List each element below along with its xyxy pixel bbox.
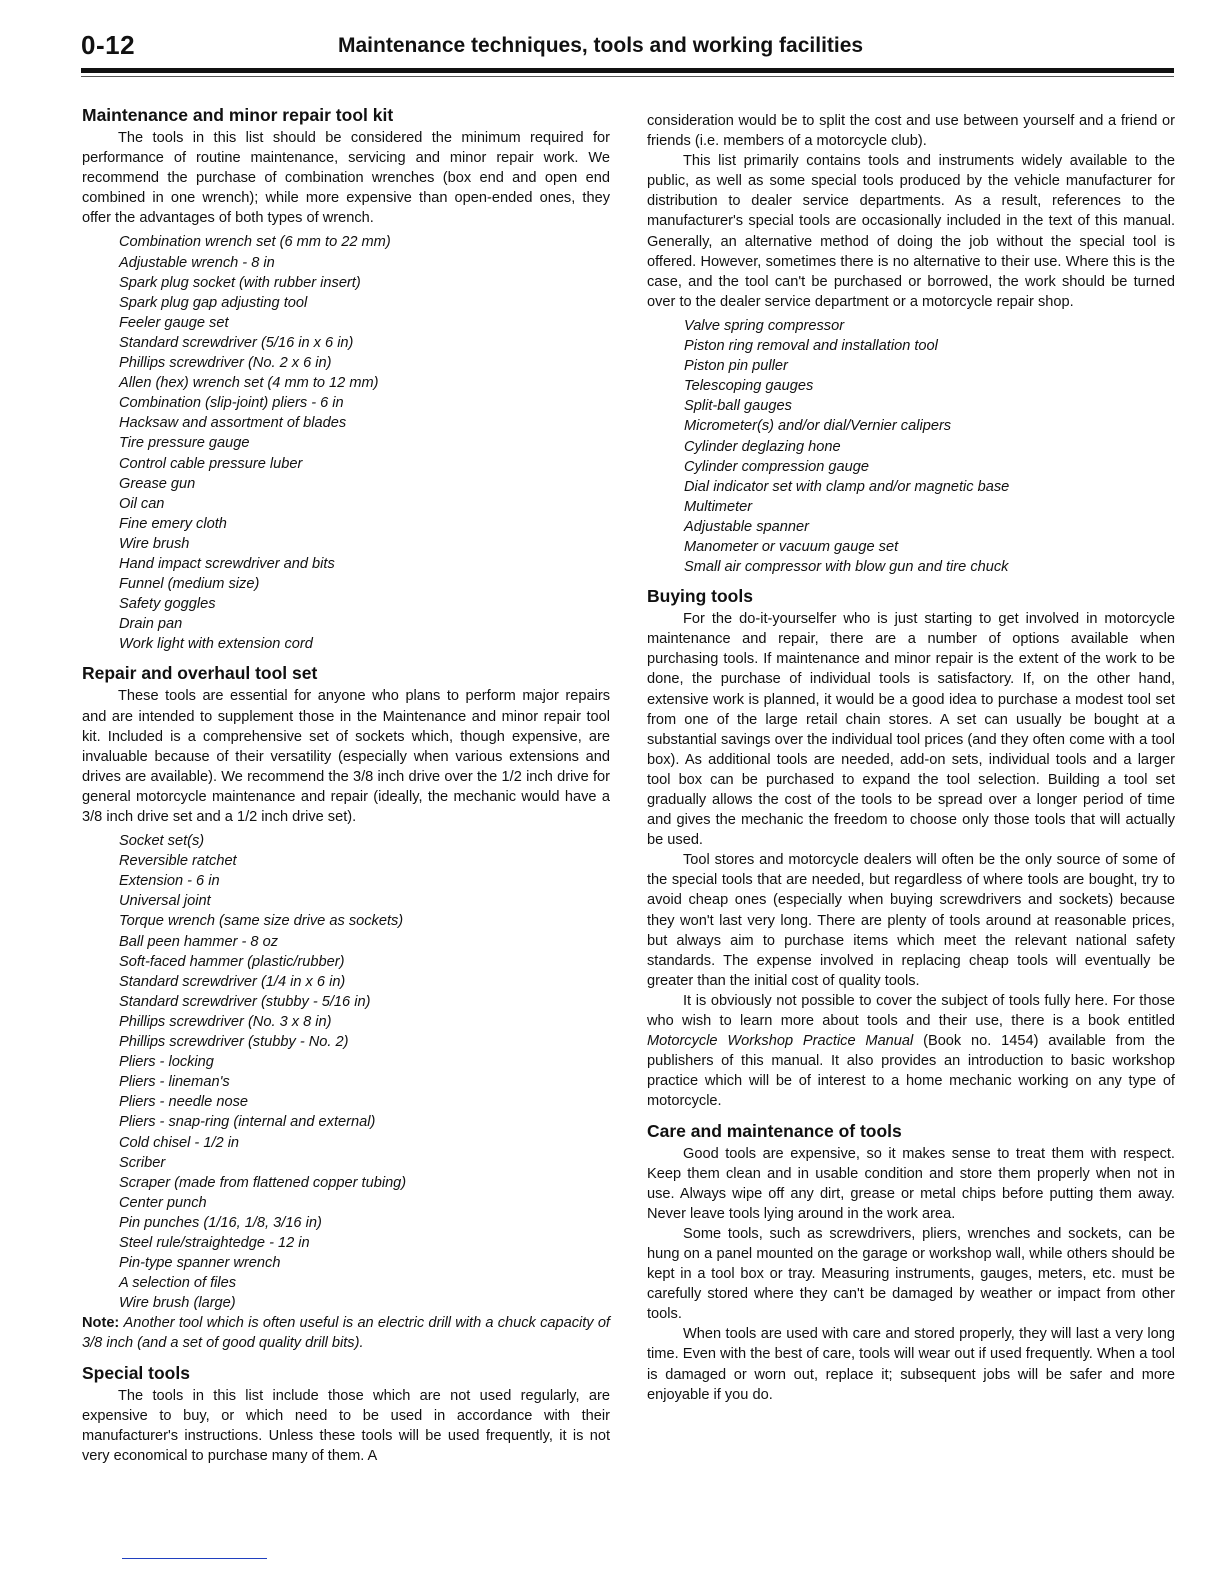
maintenance-section xyxy=(82,104,610,654)
buying-paragraph-3 xyxy=(647,991,1175,1112)
tool-list-item: Work light with extension cord xyxy=(119,636,313,653)
care-paragraph-1: Good tools are expensive, so it makes sense to treat them with respect. Keep them clean and in usable condition and store them properly when not in use. Always wipe off any dirt, grease or metal chips before putting them away. Never leave tools lying around in the work area. xyxy=(647,1145,1175,1222)
maintenance-intro: The tools in this list should be considered the minimum required for performance of routine maintenance, servicing and minor repair work. We recommend the purchase of combination wrenches (box end and open end combined in one wrench); while more expensive than open-ended ones, they offer the advantages of both types of wrench. xyxy=(82,130,610,227)
special-intro: The tools in this list include those which are not used regularly, are expensive to buy, or which need to be used in accordance with their manufacturer's instructions. Unless these tools will be used frequently, it is not very economical to purchase many of them. A xyxy=(82,1387,610,1464)
tool-list-item: Allen (hex) wrench set (4 mm to 12 mm) xyxy=(119,375,379,392)
tool-list-item: Center punch xyxy=(119,1194,207,1211)
tool-list-item: Phillips screwdriver (No. 2 x 6 in) xyxy=(119,355,332,372)
tool-list-item: Reversible ratchet xyxy=(119,853,237,870)
page-number: 0-12 xyxy=(81,30,136,60)
tool-list-item: Hacksaw and assortment of blades xyxy=(119,415,347,432)
repair-tool-list xyxy=(82,831,610,1313)
tool-list-item: Steel rule/straightedge - 12 in xyxy=(119,1234,310,1251)
tool-list-item: Adjustable wrench - 8 in xyxy=(119,254,275,271)
tool-list-item: Feeler gauge set xyxy=(119,314,229,331)
buying-section xyxy=(647,585,1175,1111)
tool-list-item: Piston ring removal and installation tool xyxy=(684,338,938,355)
tool-list-item: Socket set(s) xyxy=(119,833,205,850)
special-tool-list xyxy=(647,316,1175,577)
tool-list-item: Spark plug gap adjusting tool xyxy=(119,294,308,311)
tool-list-item: Pliers - needle nose xyxy=(119,1094,248,1111)
tool-list-item: Multimeter xyxy=(684,498,753,515)
buying-p3-end: (Book no. 1454) available from the publishers of this manual. It also provides an introduction to basic workshop practice which will be of interest to a home mechanic working on any type of motorcycle. xyxy=(647,1033,1175,1110)
care-heading: Care and maintenance of tools xyxy=(647,1120,902,1141)
tool-list-item: Spark plug socket (with rubber insert) xyxy=(119,274,361,291)
maintenance-heading: Maintenance and minor repair tool kit xyxy=(82,105,394,125)
care-paragraph-2: Some tools, such as screwdrivers, pliers, wrenches and sockets, can be hung on a panel mounted on the garage or workshop wall, while others should be kept in a tool box or tray. Measuring instruments, gauges, meters, etc. must be carefully stored where they can't be damaged by weather or impact from other tools. xyxy=(647,1225,1175,1323)
buying-heading: Buying tools xyxy=(647,586,753,607)
tool-list-item: Adjustable spanner xyxy=(684,518,809,535)
tool-list-item: Extension - 6 in xyxy=(119,873,220,890)
tool-list-item: Hand impact screwdriver and bits xyxy=(119,555,335,572)
tool-list-item: Scraper (made from flattened copper tubing) xyxy=(119,1174,407,1191)
tool-list-item: Ball peen hammer - 8 oz xyxy=(119,933,278,950)
tool-list-item: Standard screwdriver (5/16 in x 6 in) xyxy=(119,334,354,351)
tool-list-item: A selection of files xyxy=(119,1275,237,1292)
buying-p3-start: It is obviously not possible to cover the subject of tools fully here. For those who wish to learn more about tools and their use, there is a book entitled xyxy=(647,992,1175,1030)
tool-list-item: Grease gun xyxy=(119,475,196,492)
book-title: Motorcycle Workshop Practice Manual xyxy=(647,1033,914,1050)
tool-list-item: Valve spring compressor xyxy=(684,317,845,334)
footer-rule xyxy=(122,1558,267,1559)
tool-list-item: Pliers - locking xyxy=(119,1054,214,1071)
header-rule-thin xyxy=(81,76,1174,77)
header-rule-thick xyxy=(81,68,1174,73)
repair-heading: Repair and overhaul tool set xyxy=(82,663,318,684)
tool-list-item: Manometer or vacuum gauge set xyxy=(684,538,899,555)
tool-list-item: Pliers - snap-ring (internal and external) xyxy=(119,1114,376,1131)
tool-list-item: Fine emery cloth xyxy=(119,515,227,532)
tool-list-item: Phillips screwdriver (stubby - No. 2) xyxy=(119,1034,349,1051)
tool-list-item: Phillips screwdriver (No. 3 x 8 in) xyxy=(119,1013,332,1030)
tool-list-item: Wire brush xyxy=(119,535,190,552)
tool-list-item: Standard screwdriver (1/4 in x 6 in) xyxy=(119,973,346,990)
tool-list-item: Pin-type spanner wrench xyxy=(119,1255,281,1272)
tool-list-item: Telescoping gauges xyxy=(684,378,814,395)
tool-list-item: Piston pin puller xyxy=(684,358,788,375)
buying-paragraph-1: For the do-it-yourselfer who is just starting to get involved in motorcycle maintenance and repair, there are a number of options available when purchasing tools. If maintenance and minor repair is the extent of the work to be done, the purchase of individual tools is satisfactory. If, on the other hand, extensive work is planned, it would be a good idea to purchase a modest tool set from one of the large retail chain stores. A set can usually be bought at a substantial savings over the individual tool prices (and they often come with a tool box). As additional tools are needed, add-on sets, individual tools and a larger tool box can be purchased to expand the tool selection. Building a tool set gradually allows the cost of the tools to be spread over a longer period of time and gives the mechanic the freedom to choose only those tools that will actually be used. xyxy=(647,611,1175,849)
care-section xyxy=(647,1120,1175,1405)
running-title: Maintenance techniques, tools and working facilities xyxy=(338,34,864,57)
tool-list-item: Torque wrench (same size drive as sockets) xyxy=(119,913,404,930)
care-paragraph-3: When tools are used with care and stored properly, they will last a very long time. Even with the best of care, tools will wear out if used frequently. When a tool is damaged or worn out, replace it; subsequent jobs will be safer and more enjoyable if you do. xyxy=(647,1326,1175,1403)
tool-list-item: Oil can xyxy=(119,495,165,512)
tool-list-item: Drain pan xyxy=(119,616,183,633)
note-text: Another tool which is often useful is an electric drill with a chuck capacity of 3/8 inch (and a set of good quality drill bits). xyxy=(82,1315,610,1352)
special-continued: consideration would be to split the cost and use between yourself and a friend or friends (i.e. members of a motorcycle club). xyxy=(647,113,1175,150)
tool-list-item: Control cable pressure luber xyxy=(119,455,303,472)
tool-list-item: Standard screwdriver (stubby - 5/16 in) xyxy=(119,993,371,1010)
special-section xyxy=(82,1362,610,1466)
tool-list-item: Small air compressor with blow gun and tire chuck xyxy=(684,559,1009,576)
repair-intro: These tools are essential for anyone who plans to perform major repairs and are intended to supplement those in the Maintenance and minor repair tool kit. Included is a comprehensive set of sockets which, though expensive, are invaluable because of their versatility (especially when various extensions and drives are available). We recommend the 3/8 inch drive over the 1/2 inch drive for general motorcycle maintenance and repair (ideally, the mechanic would have a 3/8 inch drive set and a 1/2 inch drive set). xyxy=(82,688,610,825)
tool-list-item: Safety goggles xyxy=(119,596,216,613)
maintenance-tool-list xyxy=(82,232,610,654)
right-column xyxy=(647,111,1175,1405)
tool-list-item: Cylinder deglazing hone xyxy=(684,438,841,455)
tool-list-item: Micrometer(s) and/or dial/Vernier calipers xyxy=(684,418,952,435)
repair-section xyxy=(82,662,610,1353)
tool-list-item: Split-ball gauges xyxy=(684,398,792,415)
tool-list-item: Soft-faced hammer (plastic/rubber) xyxy=(119,953,345,970)
buying-paragraph-2: Tool stores and motorcycle dealers will often be the only source of some of the special tools that are needed, but regardless of where tools are bought, try to avoid cheap ones (especially when buying screwdrivers and sockets) because they won't last very long. There are plenty of tools around at reasonable prices, but always aim to purchase items which meet the relevant national safety standards. The expense involved in replacing cheap tools will eventually be greater than the initial cost of quality tools. xyxy=(647,852,1175,989)
special-heading: Special tools xyxy=(82,1362,190,1383)
tool-list-item: Pliers - lineman's xyxy=(119,1074,230,1091)
tool-list-item: Wire brush (large) xyxy=(119,1295,236,1312)
tool-list-item: Cylinder compression gauge xyxy=(684,458,869,475)
tool-list-item: Scriber xyxy=(119,1154,166,1171)
tool-list-item: Combination (slip-joint) pliers - 6 in xyxy=(119,395,344,412)
tool-list-item: Dial indicator set with clamp and/or magnetic base xyxy=(684,478,1010,495)
left-column xyxy=(82,104,610,1466)
tool-list-item: Cold chisel - 1/2 in xyxy=(119,1134,240,1151)
tool-list-item: Pin punches (1/16, 1/8, 3/16 in) xyxy=(119,1214,322,1231)
special-paragraph-2: This list primarily contains tools and instruments widely available to the public, as well as some special tools produced by the vehicle manufacturer for distribution to dealer service departments. As a result, references to the manufacturer's special tools are occasionally included in the text of this manual. Generally, an alternative method of doing the job without the special tool is offered. However, sometimes there is no alternative to their use. Where this is the case, and the tool can't be purchased or borrowed, the work should be turned over to the dealer service department or a motorcycle repair shop. xyxy=(647,153,1175,310)
tool-list-item: Tire pressure gauge xyxy=(119,435,250,452)
note-label: Note: xyxy=(82,1315,120,1332)
repair-note xyxy=(82,1313,610,1353)
tool-list-item: Combination wrench set (6 mm to 22 mm) xyxy=(119,234,391,251)
tool-list-item: Universal joint xyxy=(119,893,211,910)
tool-list-item: Funnel (medium size) xyxy=(119,576,260,593)
